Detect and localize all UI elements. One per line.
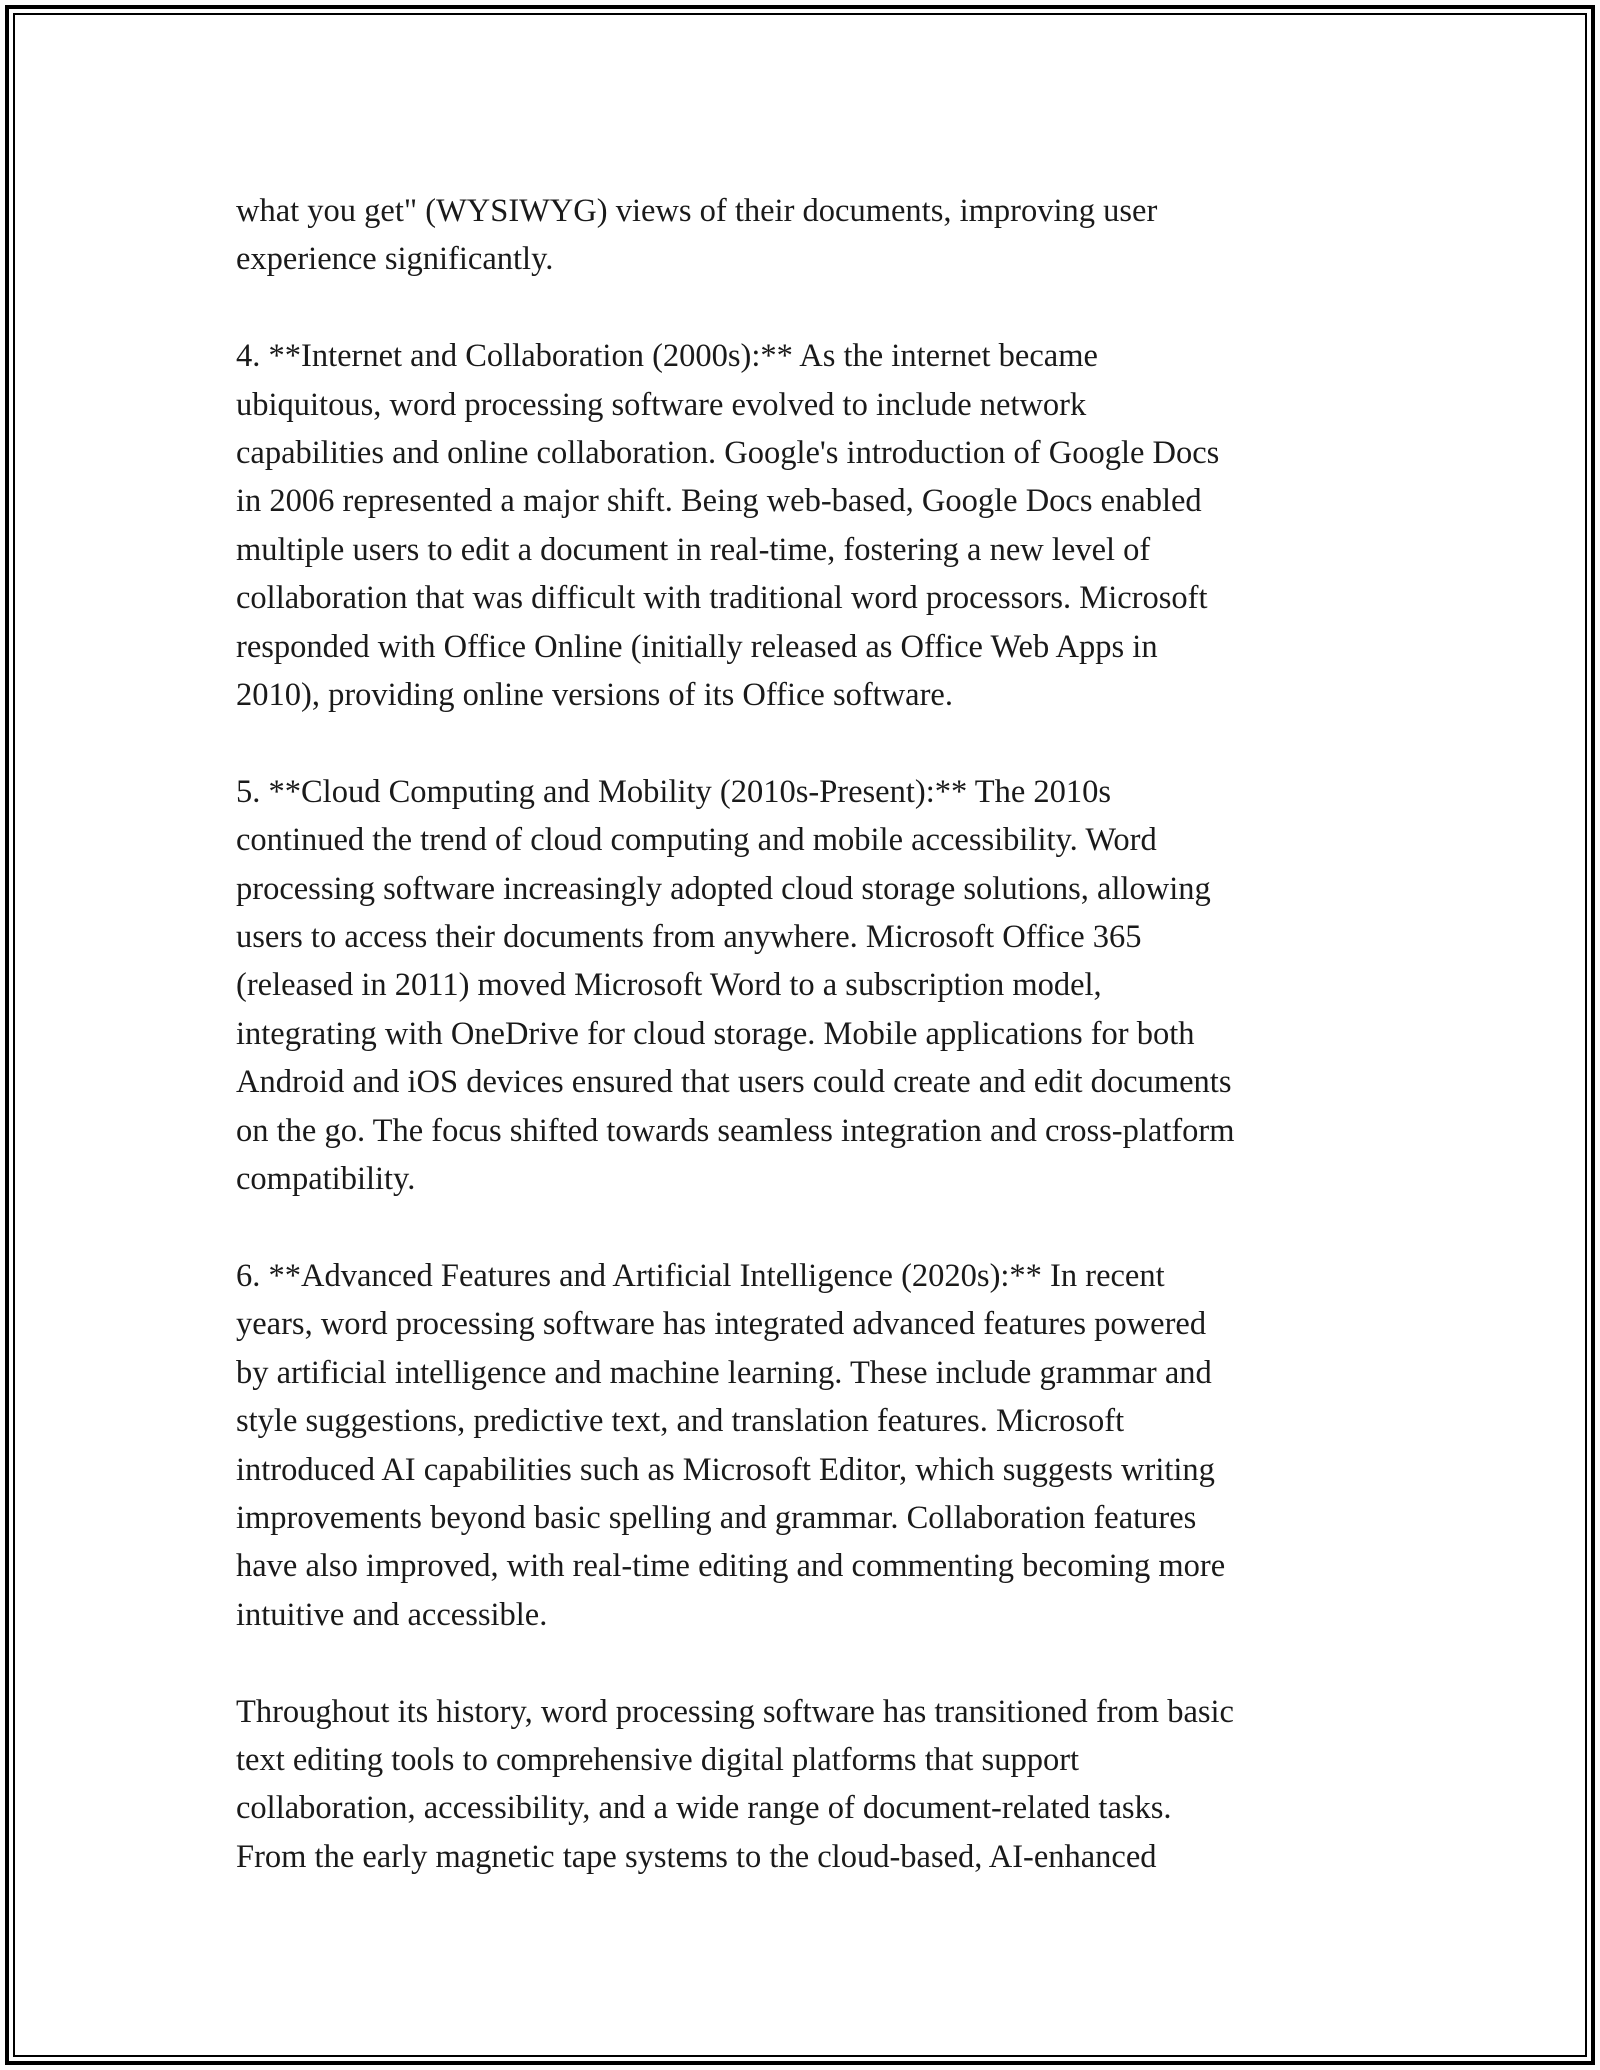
text-line: continued the trend of cloud computing and mobile accessibility. Word — [236, 822, 1157, 859]
text-line: Android and iOS devices ensured that users could create and edit documents — [236, 1064, 1232, 1101]
paragraph — [236, 1688, 1416, 1882]
text-line: what you get" (WYSIWYG) views of their documents, improving user — [236, 193, 1158, 229]
paragraph — [236, 1252, 1416, 1639]
text-line: introduced AI capabilities such as Microsoft Editor, which suggests writing — [236, 1451, 1215, 1488]
text-line: 4. **Internet and Collaboration (2000s):** As the internet became — [236, 338, 1098, 375]
text-line: users to access their documents from anywhere. Microsoft Office 365 — [236, 919, 1142, 956]
text-line: in 2006 represented a major shift. Being web-based, Google Docs enabled — [236, 483, 1202, 520]
text-line: 2010), providing online versions of its Office software. — [236, 677, 953, 714]
paragraph — [236, 332, 1416, 719]
text-line: have also improved, with real-time editing and commenting becoming more — [236, 1548, 1226, 1585]
text-line: responded with Office Online (initially released as Office Web Apps in — [236, 628, 1158, 665]
text-line: experience significantly. — [236, 241, 554, 278]
text-line: collaboration, accessibility, and a wide range of document-related tasks. — [236, 1790, 1172, 1827]
text-line: capabilities and online collaboration. Google's introduction of Google Docs — [236, 435, 1220, 472]
text-line: style suggestions, predictive text, and translation features. Microsoft — [236, 1403, 1125, 1440]
text-line: improvements beyond basic spelling and grammar. Collaboration features — [236, 1499, 1197, 1536]
text-line: 5. **Cloud Computing and Mobility (2010s-Present):** The 2010s — [236, 773, 1112, 810]
paragraph — [236, 768, 1416, 1204]
text-line: Throughout its history, word processing software has transitioned from basic — [236, 1693, 1234, 1730]
text-line: on the go. The focus shifted towards seamless integration and cross-platform — [236, 1112, 1235, 1149]
text-line: intuitive and accessible. — [236, 1596, 548, 1633]
text-line: ubiquitous, word processing software evolved to include network — [236, 386, 1087, 423]
text-line: by artificial intelligence and machine learning. These include grammar and — [236, 1354, 1212, 1391]
text-line: text editing tools to comprehensive digital platforms that support — [236, 1741, 1080, 1778]
text-line: multiple users to edit a document in real-time, fostering a new level of — [236, 531, 1151, 568]
text-line: From the early magnetic tape systems to the cloud-based, AI-enhanced — [236, 1838, 1157, 1875]
text-line: years, word processing software has integrated advanced features powered — [236, 1306, 1207, 1343]
text-line: integrating with OneDrive for cloud storage. Mobile applications for both — [236, 1015, 1195, 1052]
text-line: collaboration that was difficult with traditional word processors. Microsoft — [236, 580, 1208, 617]
paragraph — [236, 187, 1416, 284]
text-line: (released in 2011) moved Microsoft Word to a subscription model, — [236, 967, 1102, 1004]
text-line: compatibility. — [236, 1161, 416, 1198]
document-body — [236, 187, 1416, 1881]
text-line: processing software increasingly adopted cloud storage solutions, allowing — [236, 870, 1211, 907]
text-line: 6. **Advanced Features and Artificial Intelligence (2020s):** In recent — [236, 1257, 1165, 1294]
